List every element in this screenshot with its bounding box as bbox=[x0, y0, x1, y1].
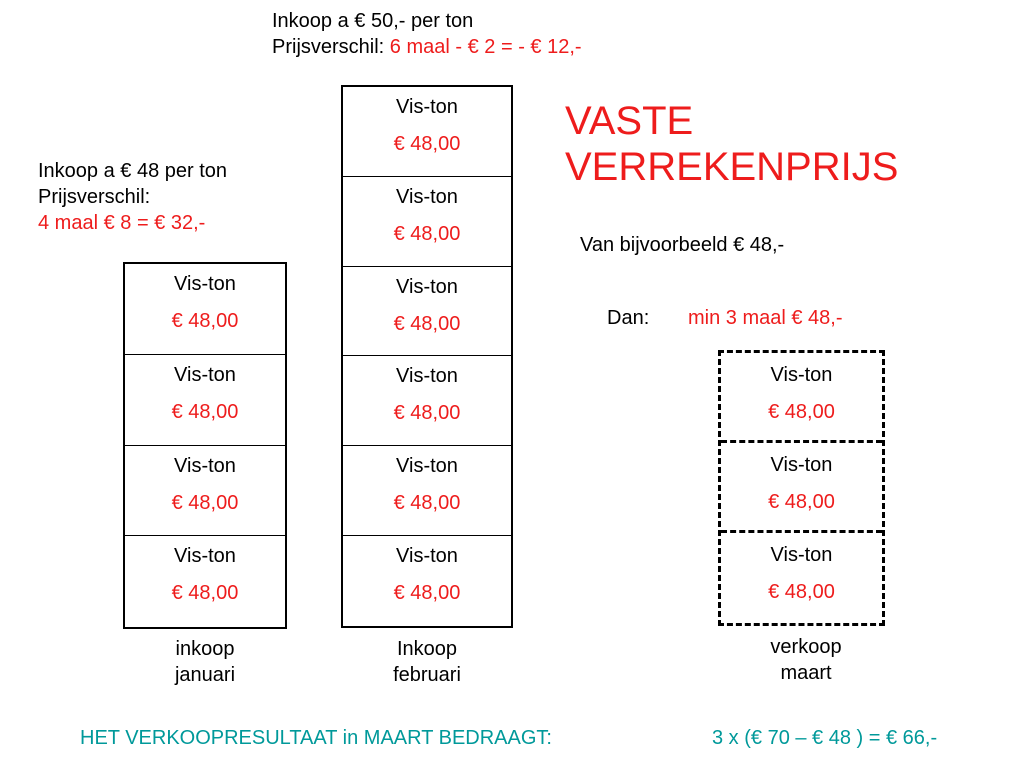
cell-price: € 48,00 bbox=[393, 402, 461, 425]
vis-ton-cell bbox=[125, 446, 285, 537]
vis-ton-cell bbox=[125, 355, 285, 446]
vis-ton-cell bbox=[343, 177, 511, 267]
caption-march-line2: maart bbox=[780, 662, 832, 684]
jan-note-line2: Prijsverschil: bbox=[38, 186, 151, 208]
cell-label: Vis-ton bbox=[396, 455, 458, 478]
cell-label: Vis-ton bbox=[770, 364, 833, 386]
cell-price: € 48,00 bbox=[768, 401, 835, 423]
cell-price: € 48,00 bbox=[171, 491, 239, 514]
vis-ton-cell bbox=[721, 443, 882, 533]
vis-ton-cell bbox=[343, 356, 511, 446]
vis-ton-cell bbox=[343, 446, 511, 536]
result-value: 3 x (€ 70 – € 48 ) = € 66,- bbox=[712, 727, 938, 749]
dan-value: min 3 maal € 48,- bbox=[688, 307, 843, 329]
caption-january bbox=[123, 636, 287, 688]
feb-note bbox=[272, 8, 582, 60]
caption-february bbox=[341, 636, 513, 688]
jan-note-line3: 4 maal € 8 = € 32,- bbox=[38, 212, 206, 234]
cell-label: Vis-ton bbox=[396, 365, 458, 388]
vis-ton-cell bbox=[721, 353, 882, 443]
vis-ton-cell bbox=[125, 536, 285, 627]
caption-march-line1: verkoop bbox=[770, 636, 842, 658]
caption-march bbox=[718, 634, 894, 686]
vis-ton-cell bbox=[721, 533, 882, 623]
dan-label: Dan: bbox=[607, 307, 650, 329]
result-label: HET VERKOOPRESULTAAT in MAART BEDRAAGT: bbox=[80, 727, 552, 749]
cell-label: Vis-ton bbox=[396, 96, 458, 118]
caption-february-line1: Inkoop bbox=[396, 638, 458, 660]
feb-note-value: 6 maal - € 2 = - € 12,- bbox=[389, 36, 582, 58]
title-line1: VASTE bbox=[565, 99, 694, 143]
page-title bbox=[565, 98, 898, 190]
cell-price: € 48,00 bbox=[171, 400, 239, 423]
cell-price: € 48,00 bbox=[768, 491, 835, 514]
cell-price: € 48,00 bbox=[393, 582, 461, 605]
stack-march bbox=[718, 350, 885, 626]
stack-january bbox=[123, 262, 287, 629]
feb-note-line1: Inkoop a € 50,- per ton bbox=[272, 10, 474, 32]
feb-note-line2 bbox=[272, 34, 582, 60]
cell-label: Vis-ton bbox=[396, 185, 458, 208]
cell-label: Vis-ton bbox=[174, 273, 236, 295]
cell-price: € 48,00 bbox=[171, 310, 239, 332]
cell-price: € 48,00 bbox=[393, 222, 461, 245]
cell-label: Vis-ton bbox=[174, 454, 236, 477]
caption-january-line1: inkoop bbox=[175, 638, 235, 660]
feb-note-label: Prijsverschil: bbox=[272, 36, 390, 58]
vis-ton-cell bbox=[125, 264, 285, 355]
cell-label: Vis-ton bbox=[174, 363, 236, 386]
cell-label: Vis-ton bbox=[174, 545, 236, 568]
cell-price: € 48,00 bbox=[768, 581, 835, 604]
cell-price: € 48,00 bbox=[171, 582, 239, 605]
jan-note bbox=[38, 158, 227, 236]
cell-label: Vis-ton bbox=[396, 275, 458, 298]
cell-price: € 48,00 bbox=[393, 133, 461, 155]
stack-february bbox=[341, 85, 513, 628]
title-line2: VERREKENPRIJS bbox=[565, 145, 899, 189]
cell-label: Vis-ton bbox=[770, 544, 833, 567]
cell-price: € 48,00 bbox=[393, 312, 461, 335]
cell-label: Vis-ton bbox=[770, 454, 833, 477]
jan-note-line1: Inkoop a € 48 per ton bbox=[38, 160, 228, 182]
caption-january-line2: januari bbox=[174, 664, 236, 686]
cell-price: € 48,00 bbox=[393, 492, 461, 515]
caption-february-line2: februari bbox=[393, 664, 461, 686]
vis-ton-cell bbox=[343, 536, 511, 626]
vis-ton-cell bbox=[343, 267, 511, 357]
cell-label: Vis-ton bbox=[396, 545, 458, 568]
example-text: Van bijvoorbeeld € 48,- bbox=[580, 234, 785, 256]
vis-ton-cell bbox=[343, 87, 511, 177]
